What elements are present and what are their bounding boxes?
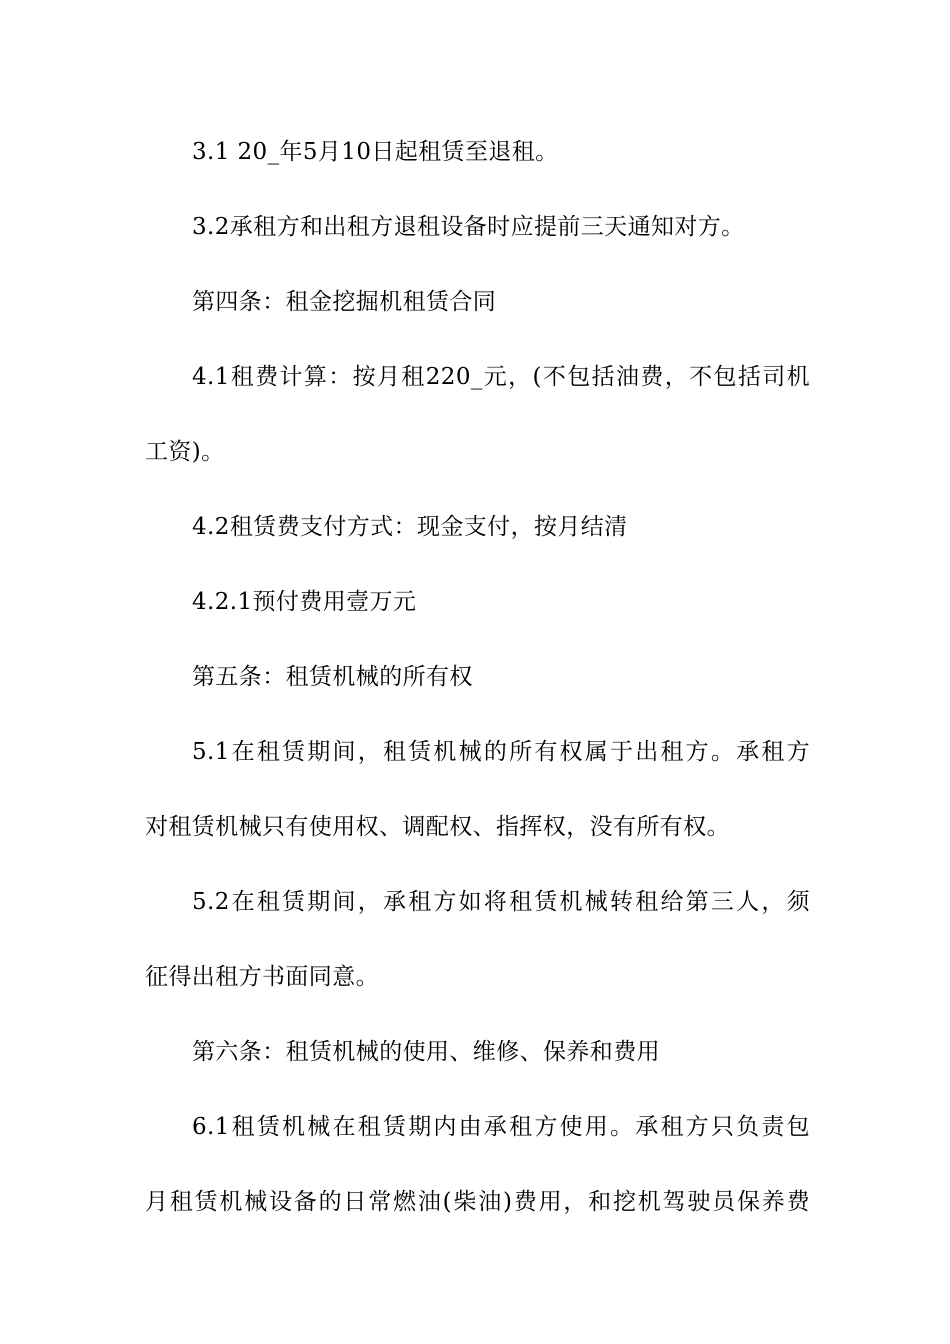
clause-4-1-line-1: 4.1租费计算：按月租220_元，(不包括油费，不包括司机 bbox=[192, 364, 810, 390]
clause-3-1: 3.1 20_年5月10日起租赁至退租。 bbox=[192, 139, 559, 165]
clause-4-2: 4.2租赁费支付方式：现金支付，按月结清 bbox=[192, 514, 628, 540]
clause-5-2-line-2: 征得出租方书面同意。 bbox=[145, 964, 379, 990]
clause-5-1-line-1: 5.1在租赁期间，租赁机械的所有权属于出租方。承租方 bbox=[192, 739, 810, 765]
clause-5-2-line-1: 5.2在租赁期间，承租方如将租赁机械转租给第三人，须 bbox=[192, 889, 810, 915]
clause-6-1-line-1: 6.1租赁机械在租赁期内由承租方使用。承租方只负责包 bbox=[192, 1114, 810, 1140]
clause-6-1-line-2: 月租赁机械设备的日常燃油(柴油)费用，和挖机驾驶员保养费 bbox=[145, 1189, 810, 1215]
article-6-heading: 第六条：租赁机械的使用、维修、保养和费用 bbox=[192, 1039, 660, 1065]
article-4-heading: 第四条：租金挖掘机租赁合同 bbox=[192, 289, 497, 315]
clause-4-2-1: 4.2.1预付费用壹万元 bbox=[192, 589, 417, 615]
clause-4-1-line-2: 工资)。 bbox=[145, 439, 225, 465]
article-5-heading: 第五条：租赁机械的所有权 bbox=[192, 664, 473, 690]
clause-5-1-line-2: 对租赁机械只有使用权、调配权、指挥权，没有所有权。 bbox=[145, 814, 730, 840]
clause-3-2: 3.2承租方和出租方退租设备时应提前三天通知对方。 bbox=[192, 214, 745, 240]
